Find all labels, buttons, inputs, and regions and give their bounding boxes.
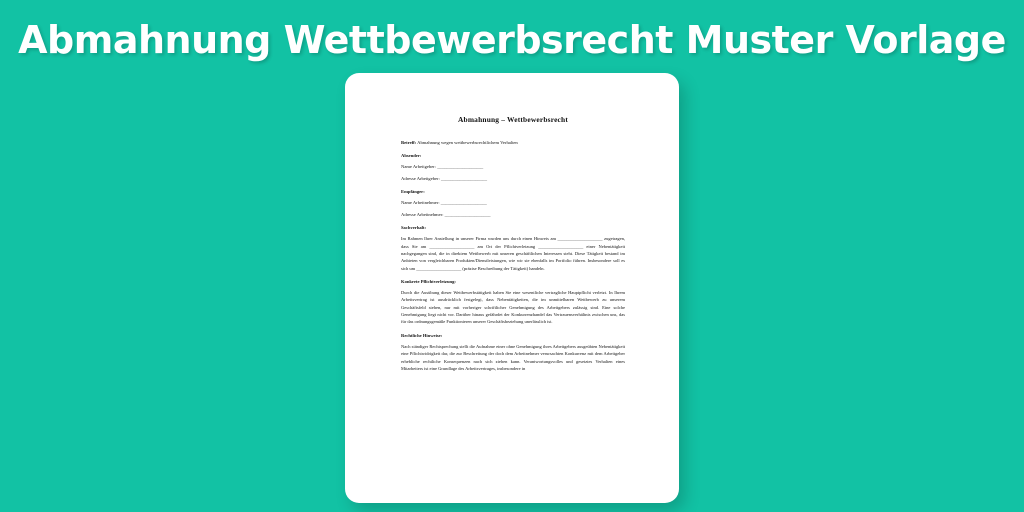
pflichtverletzung-paragraph: Durch die Ausübung dieser Wettbewerbstätigkeit haben Sie eine wesentliche vertragliche Hauptpflicht verletzt. In Ihrem Arbeitsvertrag ist ausdrücklich festgelegt, dass Nebentätigkeiten, die im unmittelbaren Wettbewerb zu unserem Geschäftsfeld stehen, nur mit vorheriger schriftlicher Genehmigung des Arbeitgebers zulässig sind. Eine solche Genehmigung liegt nicht vor. Darüber hinaus gefährdet der Konkurrenzhandel das Vertrauensverhältnis zwischen uns, das für das ordnungsgemäße Funktionieren unserer Geschäftsbeziehung unerlässlich ist. bbox=[401, 290, 625, 325]
absender-label: Absender: bbox=[401, 153, 422, 159]
empfaenger-label: Empfänger: bbox=[401, 189, 425, 195]
rechtliche-hinweise-paragraph: Nach ständiger Rechtsprechung stellt die Aufnahme einer ohne Genehmigung ihres Arbeitgebers ausgeübten Nebentätigkeit eine Pflichtwidrigkeit dar, die zur Beschreitung der doch dem Arbeitnehmer verursachten Konkurrenz mit dem Arbeitgeber erhebliche rechtliche Konsequenzen nach sich ziehen kann. Verantwortungsvolles und gesetztes Verhalten eines Mitarbeiters ist eine Grundlage des Arbeitsvertrages, insbesondere in bbox=[401, 344, 625, 371]
rechtliche-hinweise-label: Rechtliche Hinweise: bbox=[401, 332, 443, 338]
absender-name-field[interactable]: Name Arbeitgeber: ____________________ bbox=[401, 163, 484, 169]
empfaenger-adresse-field[interactable]: Adresse Arbeitnehmer: ____________________ bbox=[401, 211, 491, 217]
empfaenger-name-field[interactable]: Name Arbeitnehmer: ____________________ bbox=[401, 199, 487, 205]
absender-adresse-field[interactable]: Adresse Arbeitgeber: ____________________ bbox=[401, 175, 487, 181]
betreff-text: Abmahnung wegen wettbewerbsrechtlichem Verhalten bbox=[417, 140, 518, 145]
betreff-label: Betreff: bbox=[401, 140, 417, 145]
document-page bbox=[345, 73, 679, 503]
betreff-line bbox=[401, 140, 625, 146]
pflichtverletzung-label: Konkrete Pflichtverletzung: bbox=[401, 278, 456, 284]
page-title: Abmahnung Wettbewerbsrecht Muster Vorlage bbox=[18, 18, 1006, 62]
document-content bbox=[401, 115, 625, 374]
sachverhalt-label: Sachverhalt: bbox=[401, 224, 427, 230]
sachverhalt-paragraph: Im Rahmen Ihrer Anstellung in unserer Firma wurden uns durch einen Hinweis am ____________________ zugetragen, dass Sie am ____________________ am Ort der Pflichtverletzung ____________________ einer Nebentätigkeit nachgegangen sind, die in direktem Wettbewerb mit unseren geschäftlichen Interessen steht. Diese Tätigkeit bestand im Anbieten von vergleichbaren Produkten/Dienstleistungen, wie wir sie ebenfalls im Portfolio führen. Insbesondere soll es sich um ____________________ (präzise Beschreibung der Tätigkeit) handeln. bbox=[401, 236, 625, 271]
document-preview-card[interactable] bbox=[345, 73, 679, 503]
document-heading: Abmahnung – Wettbewerbsrecht bbox=[457, 115, 569, 124]
